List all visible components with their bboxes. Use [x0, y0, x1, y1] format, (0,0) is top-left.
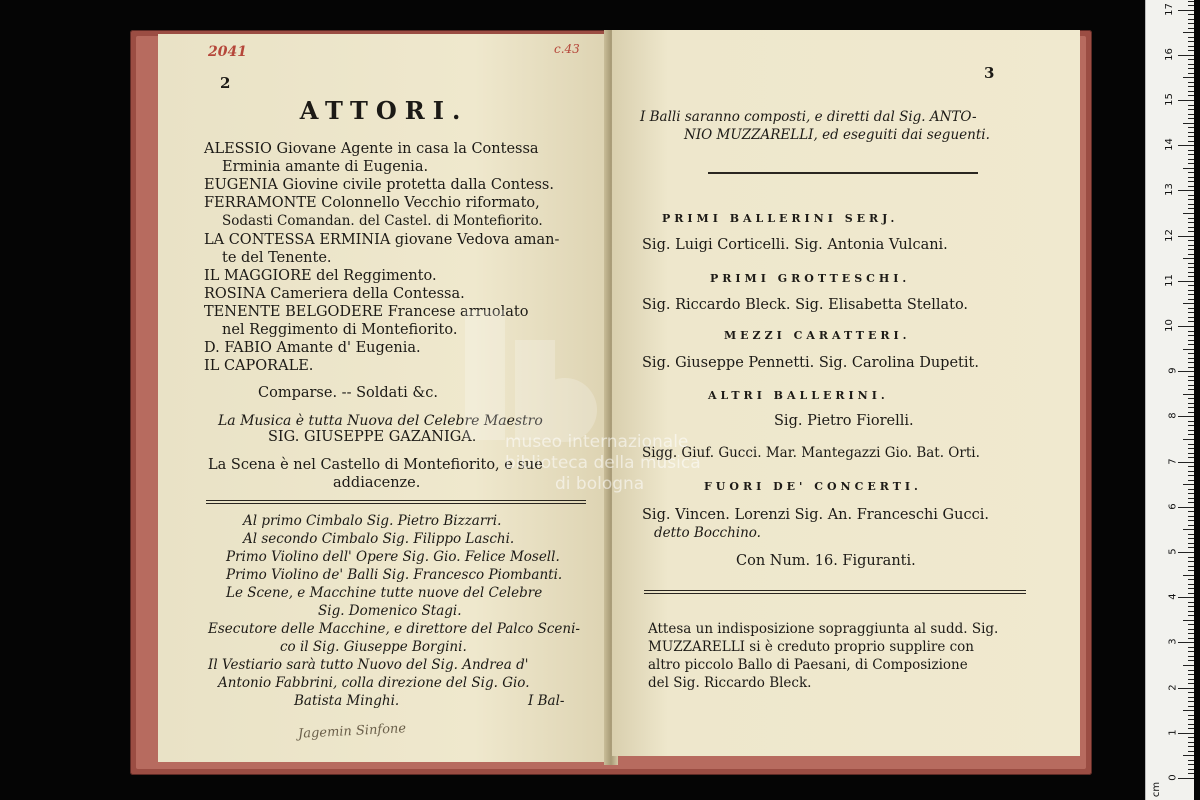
- ruler-tick: [1183, 258, 1194, 259]
- ruler-number: 1: [1167, 729, 1179, 736]
- credit-line: Batista Minghi.: [294, 693, 400, 709]
- ruler-tick: [1188, 647, 1194, 648]
- ruler-tick: [1183, 123, 1194, 124]
- cast-line: Sodasti Comandan. del Castel. di Montefiorito.: [222, 213, 543, 229]
- ruler-tick: [1178, 688, 1194, 689]
- ruler-tick: [1178, 371, 1194, 372]
- credit-line: Le Scene, e Macchine tutte nuove del Celebre: [226, 585, 543, 601]
- watermark-line: biblioteca della musica: [505, 453, 701, 473]
- ruler-tick: [1188, 308, 1194, 309]
- ruler-tick: [1188, 475, 1194, 476]
- cast-line: ROSINA Cameriera della Contessa.: [204, 286, 465, 302]
- ruler-tick: [1188, 566, 1194, 567]
- ruler-tick: [1188, 19, 1194, 20]
- ruler-tick: [1188, 380, 1194, 381]
- cast-line: IL CAPORALE.: [204, 358, 314, 374]
- right-page-number: 3: [984, 64, 995, 82]
- ruler-tick: [1188, 412, 1194, 413]
- cast-line: D. FABIO Amante d' Eugenia.: [204, 340, 421, 356]
- ruler-tick: [1183, 484, 1194, 485]
- ruler-tick: [1188, 312, 1194, 313]
- ruler-tick: [1188, 692, 1194, 693]
- credit-line: Primo Violino de' Balli Sig. Francesco Piombanti.: [226, 567, 563, 583]
- intro-line: NIO MUZZARELLI, ed eseguiti dai seguenti.: [684, 127, 990, 143]
- separator-rule: [206, 500, 586, 504]
- ruler-tick: [1188, 584, 1194, 585]
- library-logo-watermark: [455, 300, 605, 450]
- pencil-note: 2041: [208, 44, 247, 60]
- ruler-tick: [1188, 367, 1194, 368]
- ruler-tick: [1178, 778, 1194, 779]
- ruler-tick: [1188, 86, 1194, 87]
- ruler-tick: [1178, 733, 1194, 734]
- ruler-tick: [1188, 353, 1194, 354]
- ruler-tick: [1188, 227, 1194, 228]
- ruler-tick: [1188, 525, 1194, 526]
- ruler-tick: [1188, 611, 1194, 612]
- ruler-tick: [1188, 697, 1194, 698]
- ruler-tick: [1188, 715, 1194, 716]
- ruler-tick: [1188, 344, 1194, 345]
- ruler-tick: [1188, 480, 1194, 481]
- ruler-tick: [1188, 294, 1194, 295]
- handwritten-signature: Jagemin Sinfone: [297, 721, 407, 742]
- ruler-tick: [1183, 439, 1194, 440]
- cast-line: LA CONTESSA ERMINIA giovane Vedova aman-: [204, 232, 560, 248]
- ruler-tick: [1188, 615, 1194, 616]
- ruler-tick: [1183, 620, 1194, 621]
- ruler-tick: [1178, 597, 1194, 598]
- dancer-row: Sigg. Giuf. Gucci. Mar. Mantegazzi Gio. Bat. Orti.: [642, 445, 980, 461]
- credit-line: Il Vestiario sarà tutto Nuovo del Sig. Andrea d': [208, 657, 529, 673]
- section-title: ALTRI BALLERINI.: [708, 389, 889, 402]
- ruler-tick: [1188, 534, 1194, 535]
- credit-line: Primo Violino dell' Opere Sig. Gio. Felice Mosell.: [226, 549, 560, 565]
- credit-line: co il Sig. Giuseppe Borgini.: [280, 639, 467, 655]
- ruler-number: 6: [1167, 503, 1179, 510]
- ruler-tick: [1188, 136, 1194, 137]
- ruler-tick: [1188, 719, 1194, 720]
- ruler-tick: [1183, 394, 1194, 395]
- ruler-tick: [1178, 190, 1194, 191]
- cast-line: ALESSIO Giovane Agente in casa la Contessa: [204, 141, 539, 157]
- ruler-tick: [1188, 186, 1194, 187]
- note-line: MUZZARELLI si è creduto proprio supplire con: [648, 639, 974, 655]
- page-title: ATTORI.: [299, 96, 469, 125]
- ruler-tick: [1188, 1, 1194, 2]
- ruler-tick: [1188, 218, 1194, 219]
- ruler-tick: [1188, 195, 1194, 196]
- ruler-tick: [1188, 82, 1194, 83]
- ruler-number: 15: [1164, 93, 1176, 106]
- ruler-tick: [1188, 579, 1194, 580]
- separator-rule: [644, 590, 1026, 594]
- scena-line: addiacenze.: [333, 475, 421, 491]
- ruler-tick: [1178, 281, 1194, 282]
- ruler-number: 4: [1167, 593, 1179, 600]
- ruler-tick: [1188, 773, 1194, 774]
- section-title: PRIMI GROTTESCHI.: [710, 272, 911, 285]
- ruler-tick: [1178, 10, 1194, 11]
- ruler-tick: [1188, 222, 1194, 223]
- ruler-tick: [1183, 710, 1194, 711]
- ruler-tick: [1188, 453, 1194, 454]
- ruler-tick: [1188, 263, 1194, 264]
- ruler-tick: [1188, 385, 1194, 386]
- ruler-tick: [1178, 462, 1194, 463]
- ruler-tick: [1188, 570, 1194, 571]
- separator-rule: [708, 172, 978, 174]
- right-page: [612, 30, 1080, 756]
- ruler-tick: [1188, 638, 1194, 639]
- ruler-tick: [1188, 249, 1194, 250]
- ruler-tick: [1188, 68, 1194, 69]
- ruler-tick: [1188, 172, 1194, 173]
- ruler-tick: [1188, 150, 1194, 151]
- ruler-tick: [1178, 507, 1194, 508]
- ruler-tick: [1188, 267, 1194, 268]
- dancer-row: Sig. Pietro Fiorelli.: [774, 413, 914, 429]
- ruler-tick: [1188, 254, 1194, 255]
- ruler-tick: [1188, 28, 1194, 29]
- ruler-tick: [1188, 199, 1194, 200]
- ruler-tick: [1178, 236, 1194, 237]
- ruler-tick: [1188, 448, 1194, 449]
- credit-line: Esecutore delle Macchine, e direttore del Palco Sceni-: [208, 621, 580, 637]
- ruler-tick: [1188, 444, 1194, 445]
- ruler-tick: [1178, 326, 1194, 327]
- ruler-tick: [1188, 118, 1194, 119]
- credit-line: Sig. Domenico Stagi.: [318, 603, 462, 619]
- ruler-number: 9: [1167, 367, 1179, 374]
- ruler-tick: [1188, 471, 1194, 472]
- ruler-tick: [1188, 389, 1194, 390]
- ruler-number: 8: [1167, 412, 1179, 420]
- watermark-line: di bologna: [555, 474, 645, 494]
- ruler-tick: [1188, 73, 1194, 74]
- note-line: del Sig. Riccardo Bleck.: [648, 675, 812, 691]
- section-title: MEZZI CARATTERI.: [724, 329, 911, 342]
- ruler-tick: [1188, 245, 1194, 246]
- ruler-tick: [1188, 276, 1194, 277]
- ruler-tick: [1188, 602, 1194, 603]
- ruler-tick: [1188, 742, 1194, 743]
- ruler-tick: [1188, 769, 1194, 770]
- ruler-number: 16: [1164, 47, 1176, 61]
- ruler-number: 5: [1167, 548, 1179, 555]
- ruler-tick: [1188, 547, 1194, 548]
- ruler-tick: [1188, 5, 1194, 6]
- ruler-tick: [1188, 231, 1194, 232]
- ruler-tick: [1188, 64, 1194, 65]
- ruler-tick: [1188, 724, 1194, 725]
- ruler-tick: [1188, 177, 1194, 178]
- ruler-tick: [1188, 557, 1194, 558]
- ruler-tick: [1188, 543, 1194, 544]
- ruler-tick: [1188, 434, 1194, 435]
- ruler-tick: [1188, 340, 1194, 341]
- dancer-row: Sig. Giuseppe Pennetti. Sig. Carolina Dupetit.: [642, 355, 979, 371]
- ruler-tick: [1188, 561, 1194, 562]
- ruler-tick: [1188, 163, 1194, 164]
- ruler-tick: [1188, 651, 1194, 652]
- ruler-tick: [1178, 145, 1194, 146]
- ruler-tick: [1188, 498, 1194, 499]
- ruler-tick: [1188, 109, 1194, 110]
- ruler-tick: [1188, 105, 1194, 106]
- ruler-tick: [1188, 23, 1194, 24]
- ruler-tick: [1188, 154, 1194, 155]
- dancer-row: Sig. Vincen. Lorenzi Sig. An. Franceschi Gucci.: [642, 507, 989, 523]
- ruler-tick: [1188, 285, 1194, 286]
- ruler-unit-label: cm: [1150, 781, 1162, 798]
- ruler-tick: [1188, 674, 1194, 675]
- ruler-tick: [1188, 746, 1194, 747]
- ruler-tick: [1188, 764, 1194, 765]
- ruler-tick: [1178, 416, 1194, 417]
- ruler-tick: [1188, 46, 1194, 47]
- dancer-row: Sig. Luigi Corticelli. Sig. Antonia Vulcani.: [642, 237, 948, 253]
- ruler-tick: [1188, 606, 1194, 607]
- ruler-tick: [1183, 168, 1194, 169]
- section-title: PRIMI BALLERINI SERJ.: [662, 212, 899, 225]
- cast-line: FERRAMONTE Colonnello Vecchio riformato,: [204, 195, 540, 211]
- ruler-tick: [1188, 520, 1194, 521]
- ruler-tick: [1188, 95, 1194, 96]
- ruler-tick: [1188, 670, 1194, 671]
- cast-line: te del Tenente.: [222, 250, 332, 266]
- credit-line: Al primo Cimbalo Sig. Pietro Bizzarri.: [243, 513, 502, 529]
- watermark-text: [505, 432, 701, 495]
- ruler-tick: [1178, 55, 1194, 56]
- ruler-tick: [1188, 538, 1194, 539]
- ruler-tick: [1188, 114, 1194, 115]
- ruler-tick: [1188, 701, 1194, 702]
- ruler-tick: [1188, 502, 1194, 503]
- note-line: altro piccolo Ballo di Paesani, di Composizione: [648, 657, 968, 673]
- ruler-tick: [1188, 633, 1194, 634]
- ruler-tick: [1188, 141, 1194, 142]
- ruler-number: 12: [1164, 228, 1176, 242]
- ruler-tick: [1188, 358, 1194, 359]
- ruler-tick: [1188, 629, 1194, 630]
- ruler-tick: [1183, 32, 1194, 33]
- intro-line: I Balli saranno composti, e diretti dal Sig. ANTO-: [640, 109, 977, 125]
- ruler-tick: [1188, 751, 1194, 752]
- ruler-tick: [1188, 41, 1194, 42]
- ruler-tick: [1188, 272, 1194, 273]
- credit-line: Antonio Fabbrini, colla direzione del Sig. Gio.: [218, 675, 530, 691]
- ruler-tick: [1188, 50, 1194, 51]
- figuranti-line: Con Num. 16. Figuranti.: [736, 553, 916, 569]
- ruler-tick: [1188, 679, 1194, 680]
- ruler-tick: [1183, 349, 1194, 350]
- comparse-line: Comparse. -- Soldati &c.: [258, 385, 439, 401]
- ruler-tick: [1188, 425, 1194, 426]
- ruler-tick: [1188, 760, 1194, 761]
- ruler-number: 11: [1164, 273, 1176, 287]
- ruler-tick: [1188, 204, 1194, 205]
- ruler-number: 2: [1167, 683, 1179, 691]
- scena-line: La Scena è nel Castello di Montefiorito, e sue: [208, 457, 543, 473]
- ruler-number: 7: [1167, 457, 1179, 465]
- ruler-tick: [1188, 683, 1194, 684]
- ruler-tick: [1188, 208, 1194, 209]
- watermark-line: museo internazionale: [505, 432, 689, 452]
- ruler-tick: [1188, 421, 1194, 422]
- note-line: Attesa un indisposizione sopraggiunta al sudd. Sig.: [648, 621, 999, 637]
- ruler-tick: [1188, 362, 1194, 363]
- ruler-tick: [1188, 706, 1194, 707]
- ruler-tick: [1188, 59, 1194, 60]
- ruler-tick: [1188, 376, 1194, 377]
- ruler-tick: [1188, 37, 1194, 38]
- ruler-tick: [1188, 489, 1194, 490]
- ruler-tick: [1188, 430, 1194, 431]
- ruler-tick: [1183, 575, 1194, 576]
- ruler-tick: [1183, 665, 1194, 666]
- cast-line: IL MAGGIORE del Reggimento.: [204, 268, 437, 284]
- ruler-tick: [1188, 159, 1194, 160]
- ruler-tick: [1188, 624, 1194, 625]
- ruler-tick: [1188, 493, 1194, 494]
- ruler-tick: [1183, 303, 1194, 304]
- ruler-tick: [1188, 588, 1194, 589]
- ruler-tick: [1183, 77, 1194, 78]
- ruler-tick: [1188, 403, 1194, 404]
- ruler-number: 14: [1164, 138, 1176, 152]
- ruler-tick: [1188, 516, 1194, 517]
- ruler-tick: [1188, 299, 1194, 300]
- ruler-number: 17: [1164, 2, 1176, 16]
- ruler-tick: [1188, 14, 1194, 15]
- cast-line: Erminia amante di Eugenia.: [222, 159, 429, 175]
- catchword: I Bal-: [528, 693, 565, 709]
- ruler-tick: [1178, 100, 1194, 101]
- ruler-tick: [1178, 552, 1194, 553]
- ruler-number: 3: [1167, 638, 1179, 646]
- ruler-tick: [1178, 642, 1194, 643]
- ruler-tick: [1188, 737, 1194, 738]
- cast-line: EUGENIA Giovine civile protetta dalla Contess.: [204, 177, 554, 193]
- measurement-ruler: [1145, 0, 1194, 800]
- ruler-tick: [1188, 331, 1194, 332]
- ruler-tick: [1188, 181, 1194, 182]
- ruler-number: 13: [1164, 183, 1176, 197]
- dancer-row: Sig. Riccardo Bleck. Sig. Elisabetta Stellato.: [642, 297, 969, 313]
- ruler-number: 10: [1164, 319, 1176, 332]
- ruler-tick: [1188, 656, 1194, 657]
- ruler-tick: [1188, 91, 1194, 92]
- ruler-tick: [1188, 511, 1194, 512]
- ruler-tick: [1188, 466, 1194, 467]
- ruler-tick: [1183, 755, 1194, 756]
- cast-line: nel Reggimento di Montefiorito.: [222, 322, 458, 338]
- credit-line: Al secondo Cimbalo Sig. Filippo Laschi.: [243, 531, 515, 547]
- ruler-tick: [1188, 728, 1194, 729]
- ruler-tick: [1188, 321, 1194, 322]
- musica-line: La Musica è tutta Nuova del Celebre Maestro: [218, 413, 543, 429]
- cast-line: TENENTE BELGODERE Francese arruolato: [204, 304, 529, 320]
- ruler-tick: [1183, 213, 1194, 214]
- ruler-tick: [1188, 290, 1194, 291]
- ruler-tick: [1188, 398, 1194, 399]
- ruler-tick: [1188, 335, 1194, 336]
- ruler-tick: [1188, 127, 1194, 128]
- ruler-tick: [1188, 132, 1194, 133]
- ruler-number: 0: [1167, 774, 1179, 781]
- composer-line: SIG. GIUSEPPE GAZANIGA.: [268, 429, 477, 445]
- ruler-tick: [1183, 529, 1194, 530]
- ruler-tick: [1188, 660, 1194, 661]
- ruler-tick: [1188, 240, 1194, 241]
- ruler-tick: [1188, 317, 1194, 318]
- left-page-number: 2: [220, 74, 231, 92]
- dancer-row: detto Bocchino.: [654, 525, 761, 541]
- ruler-tick: [1188, 457, 1194, 458]
- pencil-note-2: c.43: [554, 42, 580, 56]
- section-title: FUORI DE' CONCERTI.: [704, 480, 922, 493]
- ruler-tick: [1188, 407, 1194, 408]
- ruler-tick: [1188, 593, 1194, 594]
